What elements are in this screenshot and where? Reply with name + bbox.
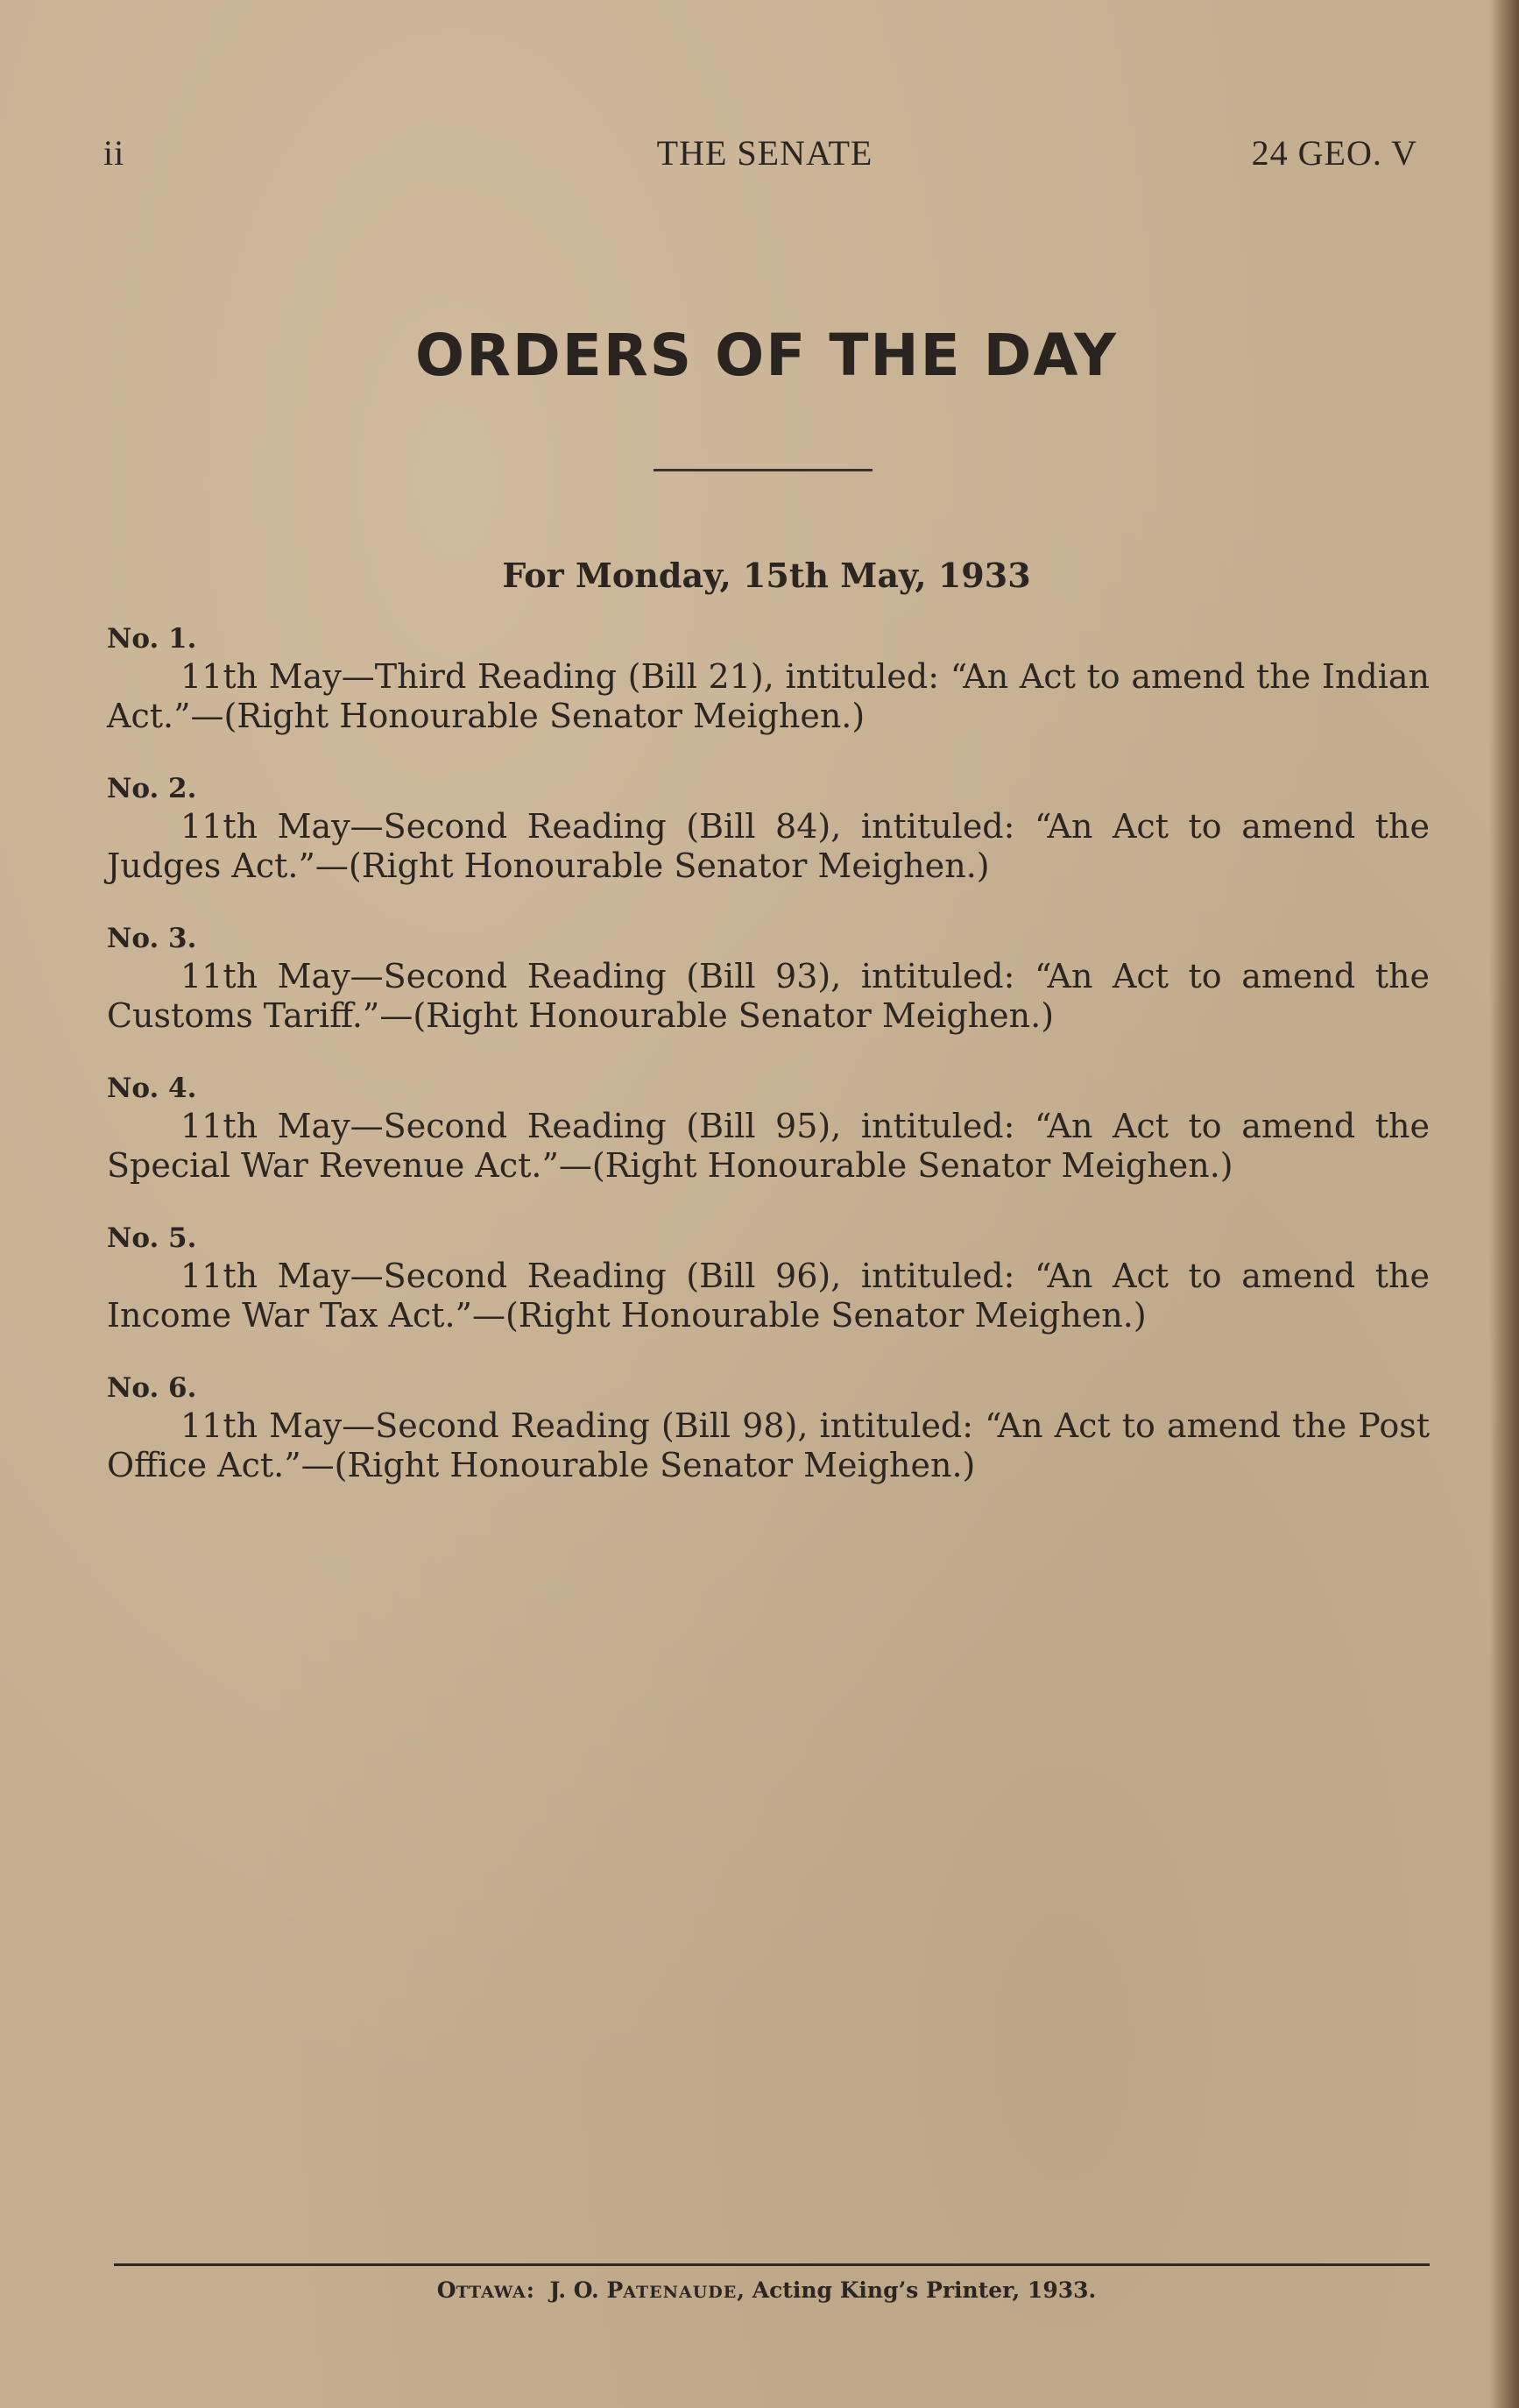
regnal-year: 24 GEO. V xyxy=(1251,133,1417,173)
order-number: No. 2. xyxy=(107,773,197,804)
imprint-rest: , Acting King’s Printer, 1933. xyxy=(737,2277,1097,2303)
running-head-title: THE SENATE xyxy=(656,133,873,173)
imprint-initials: J. O. xyxy=(549,2277,599,2303)
orders-list xyxy=(107,620,1430,1519)
order-number: No. 6. xyxy=(107,1372,197,1404)
binding-edge-shadow xyxy=(1489,0,1519,2408)
footer-divider xyxy=(114,2263,1430,2266)
page-title: ORDERS OF THE DAY xyxy=(415,322,1118,389)
order-text: 11th May—Third Reading (Bill 21), intituled: “An Act to amend the Indian Act.”—(Right Honourable Senator Meighen.) xyxy=(107,657,1430,735)
order-text: 11th May—Second Reading (Bill 96), intituled: “An Act to amend the Income War Tax Act.”—(Right Honourable Senator Meighen.) xyxy=(107,1257,1430,1335)
imprint-separator: : xyxy=(526,2277,535,2303)
order-item xyxy=(107,1070,1430,1220)
title-divider xyxy=(654,469,873,471)
imprint-place-rest: TTAWA xyxy=(456,2283,526,2302)
order-number: No. 5. xyxy=(107,1222,197,1254)
order-text: 11th May—Second Reading (Bill 98), intituled: “An Act to amend the Post Office Act.”—(Right Honourable Senator Meighen.) xyxy=(107,1406,1430,1484)
order-text: 11th May—Second Reading (Bill 93), intituled: “An Act to amend the Customs Tariff.”—(Right Honourable Senator Meighen.) xyxy=(107,957,1430,1035)
running-head xyxy=(103,131,1417,175)
printer-imprint xyxy=(103,2273,1430,2310)
order-item xyxy=(107,1220,1430,1370)
order-number: No. 4. xyxy=(107,1073,197,1104)
order-text: 11th May—Second Reading (Bill 84), intituled: “An Act to amend the Judges Act.”—(Right Honourable Senator Meighen.) xyxy=(107,807,1430,885)
order-text: 11th May—Second Reading (Bill 95), intituled: “An Act to amend the Special War Revenue Act.”—(Right Honourable Senator Meighen.) xyxy=(107,1107,1430,1185)
order-item xyxy=(107,920,1430,1070)
imprint-printer-initial: P xyxy=(606,2277,624,2303)
order-item xyxy=(107,1370,1430,1519)
imprint-printer-rest: ATENAUDE xyxy=(623,2283,738,2302)
order-number: No. 1. xyxy=(107,623,197,655)
imprint-place-initial: O xyxy=(436,2277,456,2303)
page-number: ii xyxy=(103,133,125,173)
order-item xyxy=(107,620,1430,770)
order-number: No. 3. xyxy=(107,923,197,954)
date-heading: For Monday, 15th May, 1933 xyxy=(502,556,1031,595)
order-item xyxy=(107,770,1430,920)
